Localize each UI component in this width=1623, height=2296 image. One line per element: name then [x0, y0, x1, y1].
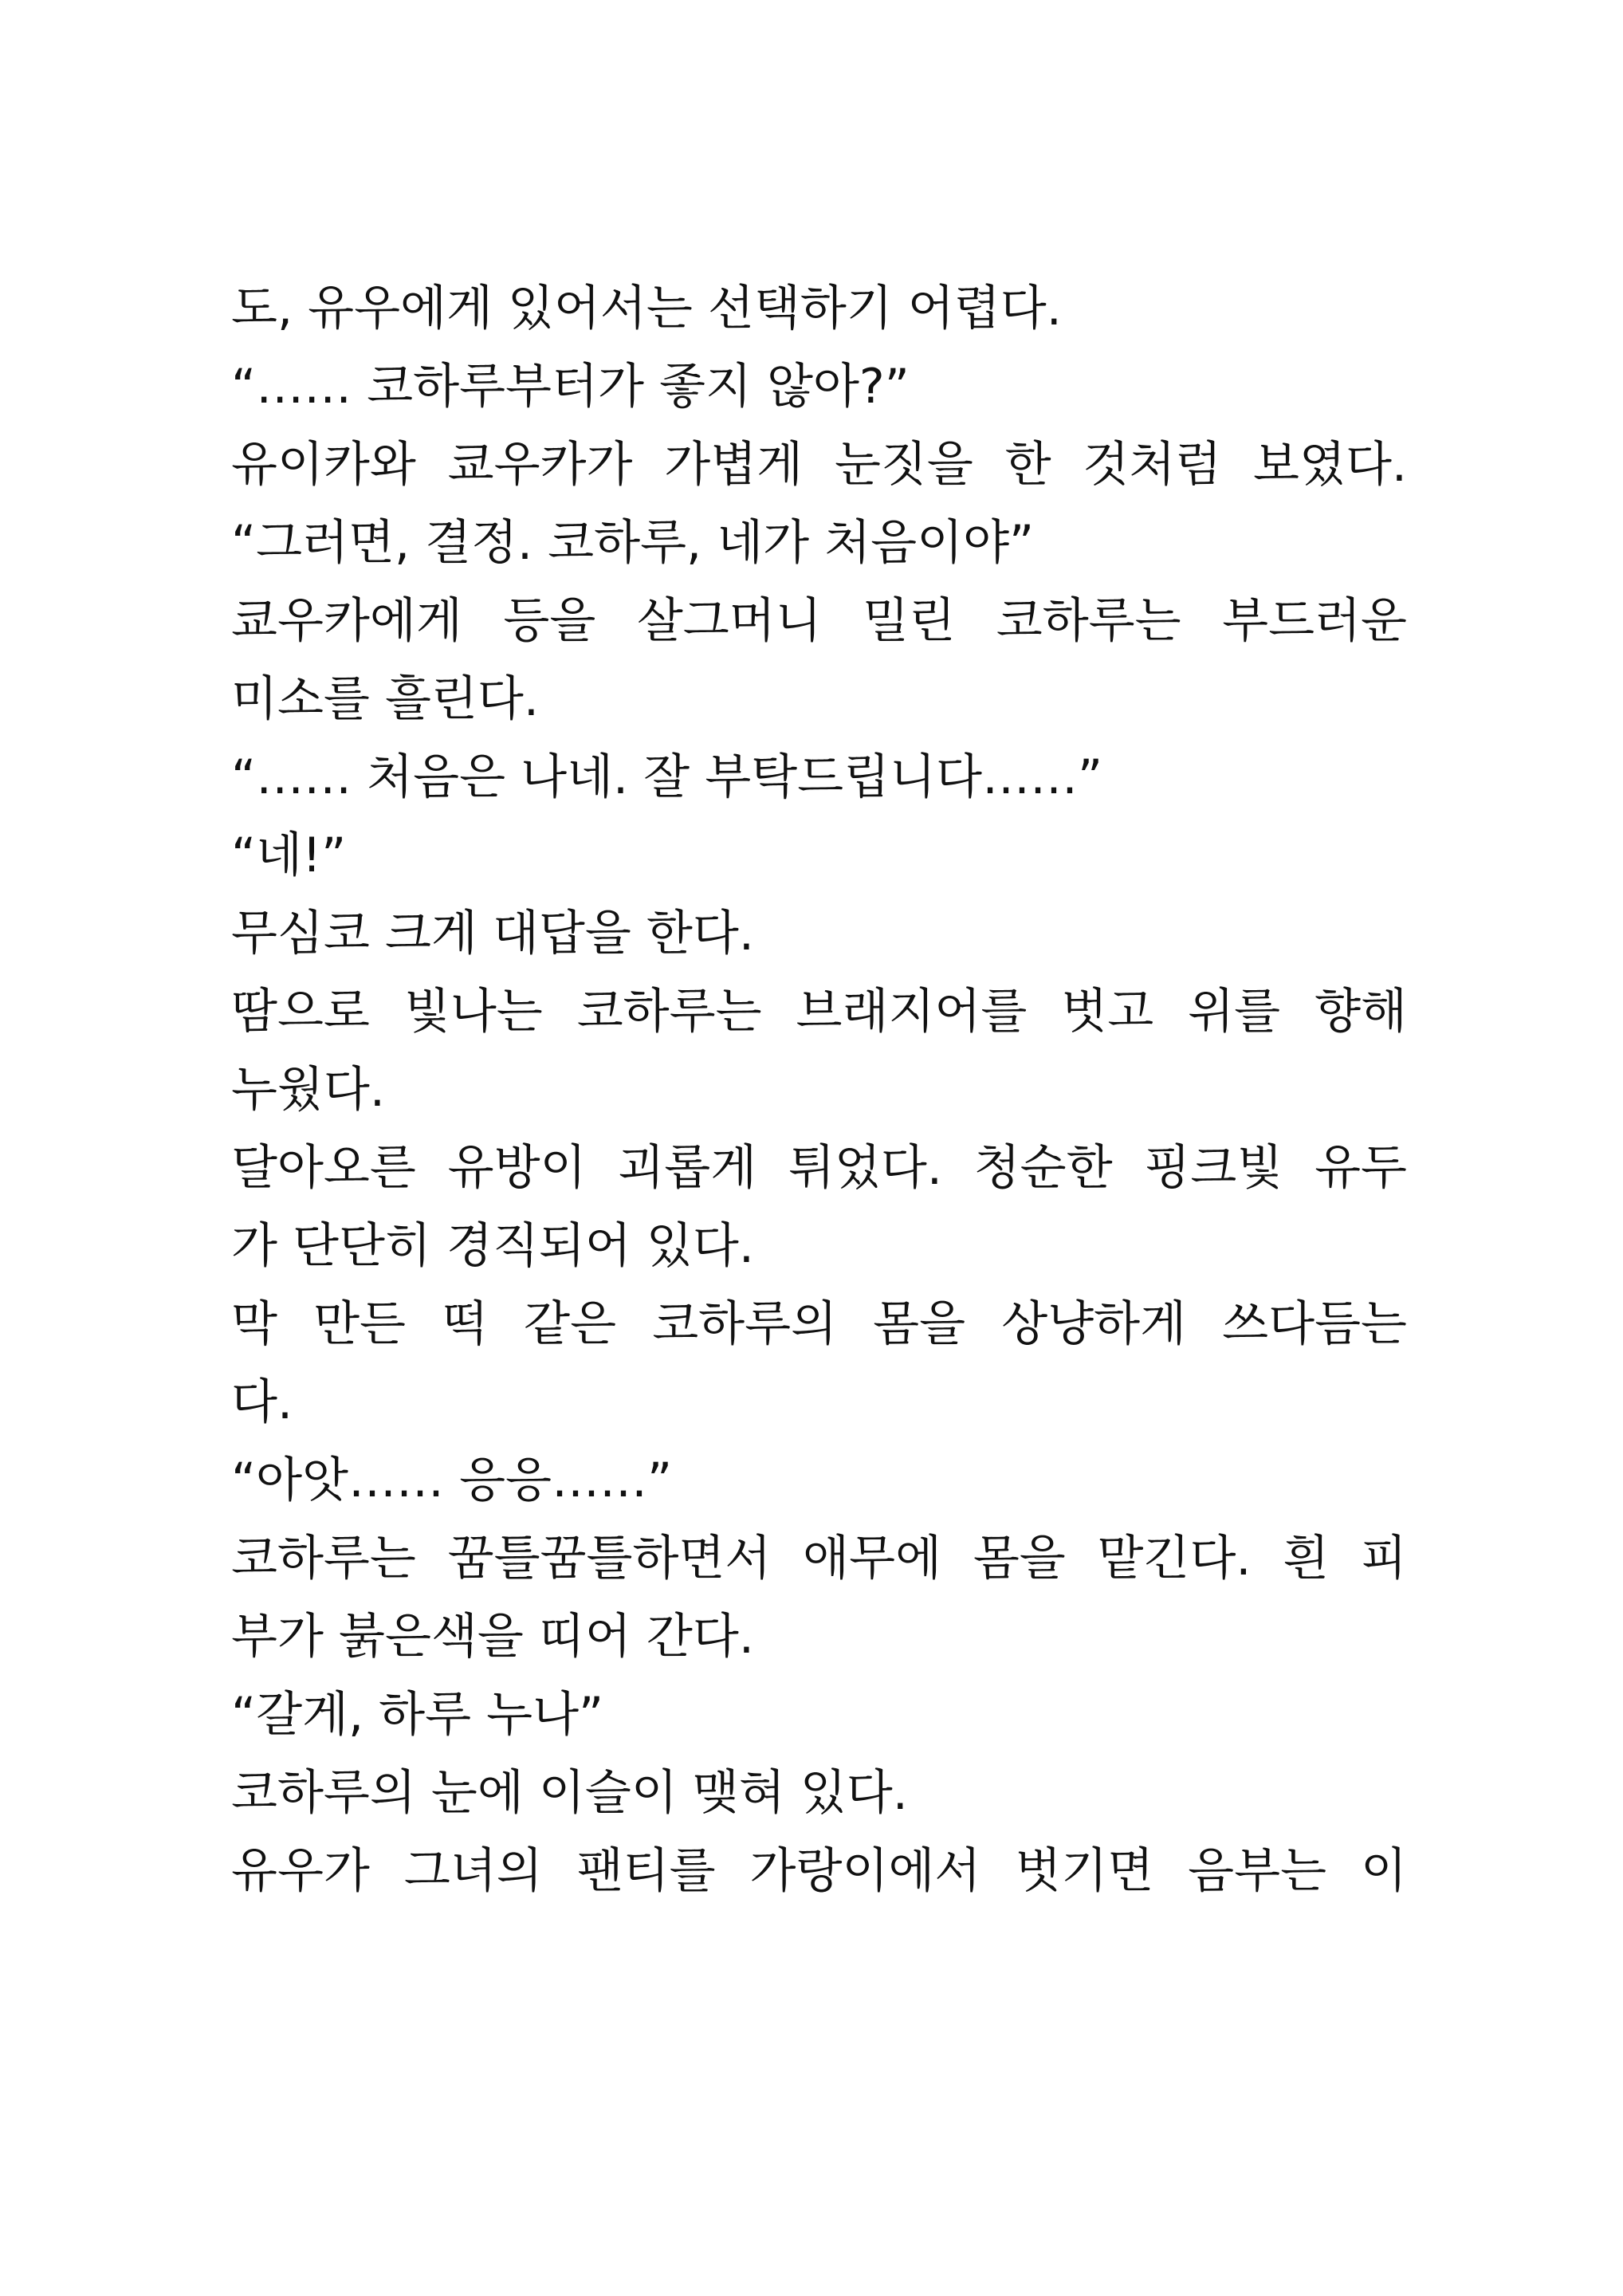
text-line: 유이카와 쿄우카가 가볍게 눈짓을 한 것처럼 보였다.: [231, 437, 1407, 493]
text-line: 막 만든 떡 같은 코하루의 몸을 상냥하게 쓰다듬는: [231, 1296, 1407, 1352]
text-line: 쿄우카에게 등을 살그머니 밀린 코하루는 부드러운: [231, 593, 1407, 649]
text-line: “갈게, 하루 누나”: [231, 1687, 604, 1743]
body-text: [231, 269, 1407, 1910]
text-line: 코하루의 눈에 이슬이 맺혀 있다.: [231, 1765, 908, 1821]
text-line: “…… 처음은 나네. 잘 부탁드립니다……”: [231, 749, 1103, 805]
text-line: 가 단단히 경직되어 있다.: [231, 1218, 754, 1274]
text-line: 누웠다.: [231, 1062, 385, 1118]
text-line: 다.: [231, 1374, 293, 1430]
text-line: 유우가 그녀의 팬티를 가랑이에서 벗기면 음부는 이: [231, 1843, 1407, 1899]
text-line: 도, 유우에게 있어서는 선택하기 어렵다.: [231, 281, 1062, 336]
text-line: 미소를 흘린다.: [231, 671, 539, 727]
text-line: “…… 코하루부터가 좋지 않아?”: [231, 359, 910, 415]
text-line: 부가 붉은색을 띠어 간다.: [231, 1609, 754, 1665]
text-line: “그러면, 결정. 코하루, 네가 처음이야”: [231, 515, 1035, 571]
text-line: 무심코 크게 대답을 한다.: [231, 906, 754, 961]
text-line: “아앗…… 응응……”: [231, 1453, 673, 1508]
text-line: 달아오른 유방이 괴롭게 튀었다. 청순한 핑크빛 유두: [231, 1140, 1407, 1196]
text-line: 땀으로 빛나는 코하루는 브래지어를 벗고 위를 향해: [231, 984, 1407, 1040]
text-line: 코하루는 꿈틀꿈틀하면서 애무에 몸을 맡긴다. 흰 피: [231, 1531, 1407, 1586]
text-line: “네!”: [231, 828, 347, 883]
